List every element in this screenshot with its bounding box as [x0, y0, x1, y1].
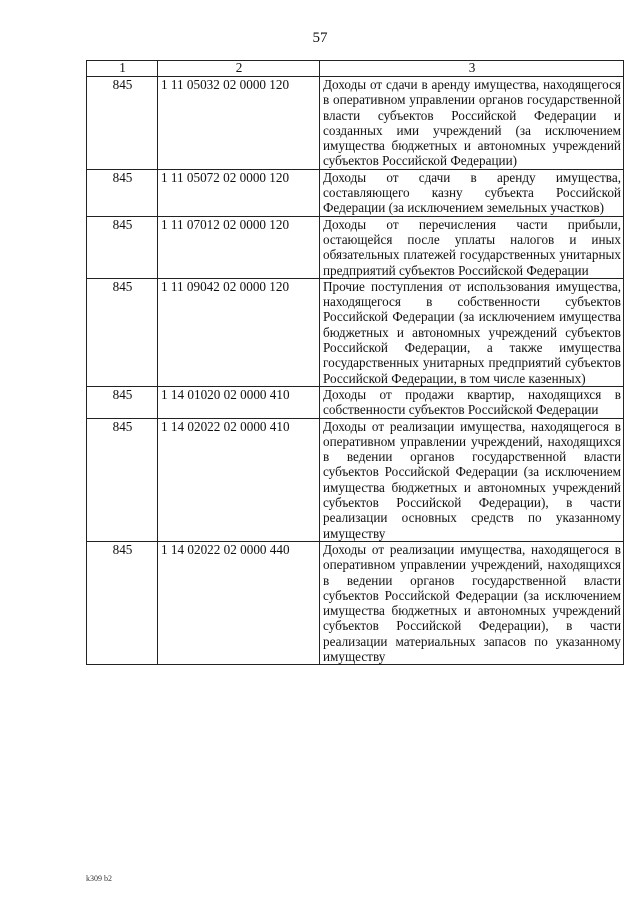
budget-code-cell: 1 11 05072 02 0000 120	[158, 169, 320, 216]
description-cell: Доходы от сдачи в аренду имущества, находящегося в оперативном управлении органов государственной власти субъектов Российской Федерации и созданных ими учреждений (за исключением имущества бюджетных и автономных учреждений субъектов Российской Федерации)	[320, 77, 624, 170]
table-row	[87, 169, 624, 216]
description-cell: Прочие поступления от использования имущества, находящегося в собственности субъектов Российской Федерации (за исключением имущества бюджетных и автономных учреждений субъектов Российской Федерации, а также имущества государственных унитарных предприятий субъектов Российской Федерации, в том числе казенных)	[320, 278, 624, 386]
budget-code-cell: 1 14 02022 02 0000 410	[158, 418, 320, 541]
admin-code-cell: 845	[87, 278, 158, 386]
budget-code-cell: 1 14 02022 02 0000 440	[158, 541, 320, 664]
table-row	[87, 278, 624, 386]
page-number: 57	[312, 30, 328, 46]
table-row	[87, 541, 624, 664]
table-row	[87, 216, 624, 278]
table-row	[87, 77, 624, 170]
table-row	[87, 386, 624, 418]
description-cell: Доходы от сдачи в аренду имущества, составляющего казну субъекта Российской Федерации (за исключением земельных участков)	[320, 169, 624, 216]
admin-code-cell: 845	[87, 541, 158, 664]
admin-code-cell: 845	[87, 418, 158, 541]
revenue-codes-table	[86, 60, 624, 665]
column-header-2: 2	[158, 61, 320, 77]
description-cell: Доходы от перечисления части прибыли, остающейся после уплаты налогов и иных обязательных платежей государственных унитарных предприятий субъектов Российской Федерации	[320, 216, 624, 278]
admin-code-cell: 845	[87, 386, 158, 418]
description-cell: Доходы от реализации имущества, находящегося в оперативном управлении учреждений, находящихся в ведении органов государственной власти субъектов Российской Федерации (за исключением имущества бюджетных и автономных учреждений субъектов Российской Федерации), в части реализации основных средств по указанному имуществу	[320, 418, 624, 541]
admin-code-cell: 845	[87, 77, 158, 170]
admin-code-cell: 845	[87, 216, 158, 278]
table-header-row	[87, 61, 624, 77]
description-cell: Доходы от реализации имущества, находящегося в оперативном управлении учреждений, находящихся в ведении органов государственной власти субъектов Российской Федерации (за исключением имущества бюджетных и автономных учреждений субъектов Российской Федерации), в части реализации материальных запасов по указанному имуществу	[320, 541, 624, 664]
table-row	[87, 418, 624, 541]
column-header-3: 3	[320, 61, 624, 77]
budget-code-cell: 1 11 07012 02 0000 120	[158, 216, 320, 278]
admin-code-cell: 845	[87, 169, 158, 216]
column-header-1: 1	[87, 61, 158, 77]
budget-code-cell: 1 11 05032 02 0000 120	[158, 77, 320, 170]
budget-code-cell: 1 11 09042 02 0000 120	[158, 278, 320, 386]
footer-document-code: k309 b2	[86, 874, 112, 883]
budget-code-cell: 1 14 01020 02 0000 410	[158, 386, 320, 418]
description-cell: Доходы от продажи квартир, находящихся в собственности субъектов Российской Федерации	[320, 386, 624, 418]
